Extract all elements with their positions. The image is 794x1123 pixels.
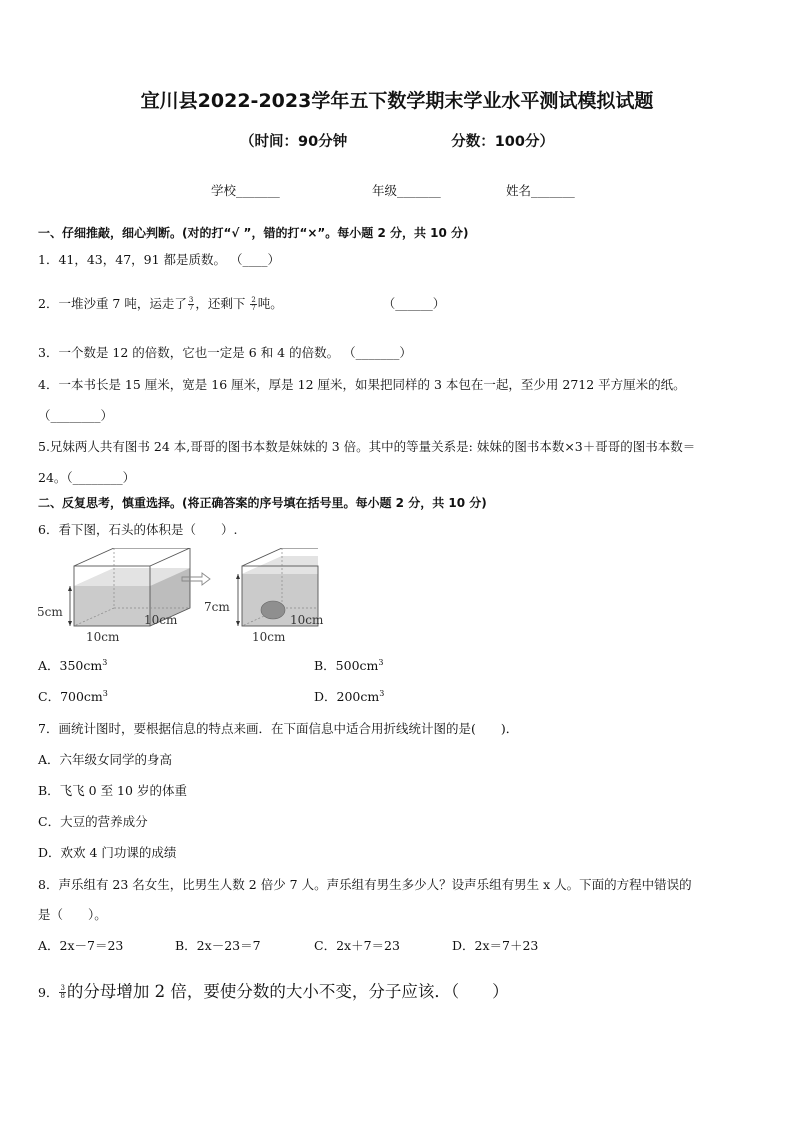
- q2-middle: ，还剩下: [195, 296, 246, 311]
- q2-prefix: 2．一堆沙重 7 吨，运走了: [38, 296, 187, 311]
- right-length-label: 10cm: [252, 630, 286, 644]
- q2-blank: （______）: [382, 296, 446, 311]
- right-width-label: 10cm: [290, 613, 324, 627]
- score-label: 分数：100分）: [451, 134, 554, 150]
- left-length-label: 10cm: [86, 630, 120, 644]
- grade-field[interactable]: 年级_______: [372, 183, 441, 198]
- right-container: [204, 548, 324, 644]
- q8-option-b[interactable]: B．2x－23＝7: [175, 938, 261, 953]
- q2-suffix: 吨。: [257, 296, 283, 311]
- question-6-stem: 6．看下图，石头的体积是（ ）.: [38, 522, 238, 537]
- q6-option-d[interactable]: D．$200cm^3$: [314, 688, 385, 704]
- q7-option-c[interactable]: C．大豆的营养成分: [38, 814, 148, 829]
- question-9: [38, 978, 509, 1002]
- question-4-line-1: 4．一本书长是 15 厘米，宽是 16 厘米，厚是 12 厘米，如果把同样的 3 本包在一起，至少用 2712 平方厘米的纸。: [38, 377, 686, 392]
- q6-option-a[interactable]: A．$350cm^3$: [38, 657, 108, 673]
- question-2: [38, 294, 445, 312]
- question-1: 1．41，43，47，91 都是质数。 （____）: [38, 252, 281, 267]
- q7-option-b[interactable]: B．飞飞 0 至 10 岁的体重: [38, 783, 187, 798]
- question-5-line-2: 24。（________）: [38, 470, 136, 485]
- q8-option-c[interactable]: C．2x＋7＝23: [314, 938, 400, 953]
- question-3: 3．一个数是 12 的倍数，它也一定是 6 和 4 的倍数。 （_______）: [38, 345, 412, 360]
- right-water-top: [242, 556, 318, 574]
- q7-option-a[interactable]: A．六年级女同学的身高: [38, 752, 173, 767]
- q6-option-b[interactable]: B．$500cm^3$: [314, 657, 384, 673]
- q9-fraction: $\frac{3}{8}$: [60, 984, 65, 1000]
- question-4-line-2: （________）: [38, 408, 114, 423]
- right-height-label: 7cm: [204, 600, 230, 614]
- q2-fraction-1: $\frac{3}{7}$: [188, 296, 194, 312]
- q8-option-d[interactable]: D．2x＝7＋23: [452, 938, 539, 953]
- left-container: [37, 548, 190, 644]
- q8-option-a[interactable]: A．2x－7＝23: [38, 938, 124, 953]
- time-label: （时间：90分钟: [240, 134, 348, 150]
- q7-option-d[interactable]: D．欢欢 4 门功课的成绩: [38, 845, 177, 860]
- left-water-front: [74, 586, 150, 626]
- school-field[interactable]: 学校_______: [211, 183, 280, 198]
- page-title: 宜川县2022-2023学年五下数学期末学业水平测试模拟试题: [140, 90, 654, 112]
- stone-shape: [261, 601, 285, 619]
- name-field[interactable]: 姓名_______: [506, 183, 575, 198]
- q6-option-c[interactable]: C．$700cm^3$: [38, 688, 108, 704]
- section-2-heading: 二、反复思考，慎重选择。(将正确答案的序号填在括号里。每小题 2 分，共 10 分): [38, 496, 487, 510]
- left-width-label: 10cm: [144, 613, 178, 627]
- question-8-line-1: 8．声乐组有 23 名女生，比男生人数 2 倍少 7 人。声乐组有男生多少人？设声乐组有男生 x 人。下面的方程中错误的: [38, 877, 692, 892]
- question-5-line-1: 5.兄妹两人共有图书 24 本,哥哥的图书本数是妹妹的 3 倍。其中的等量关系是: 妹妹的图书本数×3＋哥哥的图书本数＝: [38, 439, 696, 454]
- exam-meta: [0, 130, 794, 151]
- q9-prefix: 9．: [38, 985, 59, 1000]
- q2-fraction-2: $\frac{2}{7}$: [251, 296, 256, 312]
- question-7-stem: 7．画统计图时，要根据信息的特点来画．在下面信息中适合用折线统计图的是( )．: [38, 721, 519, 736]
- q9-text: 的分母增加 2 倍，要使分数的大小不变，分子应该．（ ）: [66, 982, 509, 1001]
- volume-figure: [34, 548, 364, 644]
- section-1-heading: 一、仔细推敲，细心判断。(对的打“√ ”，错的打“×”。每小题 2 分，共 10 分): [38, 226, 469, 240]
- question-8-line-2: 是（ ）。: [38, 907, 107, 922]
- left-height-label: 5cm: [37, 605, 63, 619]
